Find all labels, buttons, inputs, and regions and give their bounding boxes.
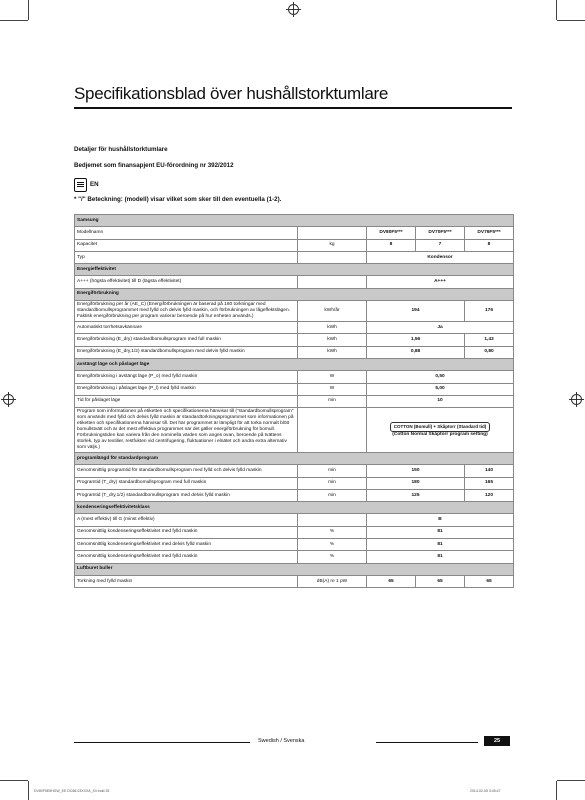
spec-label: Energiförbrukning per år (AE_C) (Energiförbrukningen är baserad på 160 torkningar med standardbomullsprogrammet med fylld och delvis fylld maskin, och förbrukningen av lågeffektslägen. Faktisk energiförbrukning per program varierar beroende på hur enheten används.) <box>75 301 298 322</box>
spec-unit: min <box>298 489 367 501</box>
spec-label: Genomsnittlig kondenseringseffektivitet med fylld maskin <box>75 551 298 563</box>
spec-value: DV76F5*** <box>465 227 514 239</box>
spec-value: 0,88 <box>367 346 465 358</box>
spec-unit <box>298 408 367 453</box>
spec-label: Programtid (T_dry) standardbomullsprogram med full maskin <box>75 477 298 489</box>
spec-row <box>75 322 514 334</box>
spec-value: 81 <box>367 526 514 538</box>
intro-line-1: Detaljer för hushållstorktumlare <box>74 146 168 153</box>
spec-value: DV70F5*** <box>416 227 465 239</box>
spec-value: 81 <box>367 551 514 563</box>
section-header-row <box>75 358 514 370</box>
spec-label: Energiförbrukning i påslaget läge (P_l) med fylld maskin <box>75 383 298 395</box>
spec-value: 81 <box>367 539 514 551</box>
spec-value: Kondensor <box>367 251 514 263</box>
section-header-row <box>75 264 514 276</box>
spec-unit: kWh <box>298 346 367 358</box>
spec-value: 120 <box>465 489 514 501</box>
section-label: Samsung <box>75 215 514 227</box>
section-label: Energieffektivitet <box>75 264 514 276</box>
footer-language: Swedish / Svenska <box>258 738 305 744</box>
section-label: avstängt läge och påslaget läge <box>75 358 514 370</box>
spec-value: 1,43 <box>465 334 514 346</box>
spec-label: Energiförbrukning (E_dry) standardbomullsprogram med full maskin <box>75 334 298 346</box>
spec-unit: % <box>298 539 367 551</box>
spec-value: 176 <box>465 301 514 322</box>
spec-value: 150 <box>367 465 465 477</box>
spec-row <box>75 395 514 407</box>
spec-label: Energiförbrukning i avstängt läge (P_o) med fylld maskin <box>75 371 298 383</box>
spec-value: 65 <box>465 575 514 587</box>
spec-unit <box>298 276 367 288</box>
spec-value: 5,00 <box>367 383 514 395</box>
spec-value: 1,56 <box>367 334 465 346</box>
spec-row <box>75 239 514 251</box>
section-header-row <box>75 563 514 575</box>
section-label: Energiförbrukning <box>75 288 514 300</box>
spec-row <box>75 477 514 489</box>
program-cell <box>367 408 514 453</box>
spec-label: Automatiskt torrhetsavkännare <box>75 322 298 334</box>
spec-row <box>75 334 514 346</box>
registration-mark-icon <box>571 394 582 405</box>
crop-mark <box>556 781 557 800</box>
spec-unit: kWh <box>298 334 367 346</box>
spec-label: Modellnamn <box>75 227 298 239</box>
spec-value: 194 <box>367 301 465 322</box>
spec-unit: kg <box>298 239 367 251</box>
spec-unit: % <box>298 551 367 563</box>
crop-mark <box>557 20 585 21</box>
section-header-row <box>75 453 514 465</box>
intro-note: * "/" Beteckning: (modell) visar vilket som sker till den eventuella (1-2). <box>74 196 282 203</box>
language-code: EN <box>90 181 99 188</box>
spec-row <box>75 539 514 551</box>
page-footer <box>74 738 512 746</box>
spec-value: 0,80 <box>465 346 514 358</box>
spec-value: 8 <box>367 239 416 251</box>
spec-label: A+++ (högsta effektivitet) till D (lägsta effektivitet) <box>75 276 298 288</box>
spec-label: Genomsnittlig programtid för standardbomullsprogram med fylld och delvis fylld maskin <box>75 465 298 477</box>
spec-row <box>75 526 514 538</box>
title-rule <box>74 107 512 109</box>
crop-mark <box>0 780 28 781</box>
spec-unit <box>298 514 367 526</box>
spec-value: A+++ <box>367 276 514 288</box>
spec-unit: W <box>298 371 367 383</box>
spec-table <box>74 214 514 588</box>
spec-unit <box>298 227 367 239</box>
spec-row <box>75 465 514 477</box>
print-slug-right: 2014-02-05 3:45:47 <box>470 789 501 793</box>
page-number: 25 <box>484 736 510 746</box>
page-title: Specifikationsblad över hushållstorktumlare <box>74 84 389 103</box>
spec-row <box>75 346 514 358</box>
spec-unit: min <box>298 395 367 407</box>
spec-unit <box>298 251 367 263</box>
spec-value: B <box>367 514 514 526</box>
spec-unit: min <box>298 465 367 477</box>
spec-value: 8 <box>465 239 514 251</box>
spec-row <box>75 276 514 288</box>
spec-unit: % <box>298 526 367 538</box>
spec-unit: kWh <box>298 322 367 334</box>
spec-row <box>75 371 514 383</box>
program-text: (Cotton Normal Skåptorr program setting) <box>392 431 488 437</box>
crop-mark <box>28 781 29 800</box>
spec-label: Torkning med fylld maskin <box>75 575 298 587</box>
spec-value: 165 <box>465 477 514 489</box>
spec-value: Ja <box>367 322 514 334</box>
spec-unit: kWh/år <box>298 301 367 322</box>
spec-row <box>75 408 514 453</box>
spec-unit: dB(A) re 1 pW <box>298 575 367 587</box>
spec-label: Programtid (T_dry,1/2) standardbomullsprogram med delvis fylld maskin <box>75 489 298 501</box>
crop-mark <box>28 0 29 20</box>
spec-value: 180 <box>367 477 465 489</box>
spec-value: 140 <box>465 465 514 477</box>
section-label: programlängd för standardprogram <box>75 453 514 465</box>
spec-value: 65 <box>416 575 465 587</box>
intro-line-2: Bedjemet som finansapjent EU-förordning nr 392/2012 <box>74 162 234 169</box>
section-header-row <box>75 215 514 227</box>
spec-unit: min <box>298 477 367 489</box>
spec-label: Kapacitet <box>75 239 298 251</box>
spec-row <box>75 251 514 263</box>
print-slug-left: DV80F5E5HGW_EE DC68-03XXXA_SV.indd 25 <box>34 789 110 793</box>
document-icon <box>74 178 87 192</box>
program-text: COTTON (Bomull) + Skåptorr (Standard tid) <box>390 422 491 432</box>
spec-label: A (mest effektiv) till G (minst effektiv) <box>75 514 298 526</box>
spec-label: Typ <box>75 251 298 263</box>
registration-mark-icon <box>288 4 299 15</box>
spec-label: Program som informationen på etiketten och specifikationerna hänvisar till ("standardbomullsprogram" som används med fylld och delvis fylld maskin är standardtorkningsprogrammet som informationen på etiketten och specifikationerna hänvisar till. Det här programmet är lämpligt för att torka normalt blött bomullstvätt och är det mest effektiva programmet när det gäller energiförbrukning för bomull. Förbrukningstiden kan variera från den nominella värden som anges ovan, beroende på tvättens storlek, typ av textilier, restfukten vid centrifugering, fluktuationer i elnätet och andra extra alternativ som väljs.) <box>75 408 298 453</box>
spec-value: 7 <box>416 239 465 251</box>
section-label: Luftburet buller <box>75 563 514 575</box>
crop-mark <box>556 0 557 20</box>
section-header-row <box>75 288 514 300</box>
spec-value: 125 <box>367 489 465 501</box>
spec-value: 10 <box>367 395 514 407</box>
spec-row <box>75 489 514 501</box>
spec-row <box>75 514 514 526</box>
spec-label: Genomsnittlig kondenseringseffektivitet med delvis fylld maskin <box>75 539 298 551</box>
spec-label: Tid för påslaget läge <box>75 395 298 407</box>
spec-value: DV80F5*** <box>367 227 416 239</box>
registration-mark-icon <box>3 394 14 405</box>
section-header-row <box>75 502 514 514</box>
spec-row <box>75 301 514 322</box>
spec-row <box>75 227 514 239</box>
spec-unit: W <box>298 383 367 395</box>
spec-row <box>75 383 514 395</box>
spec-row <box>75 551 514 563</box>
spec-label: Energiförbrukning (E_dry,1/2) standardbomullsprogram med delvis fylld maskin <box>75 346 298 358</box>
spec-value: 65 <box>367 575 416 587</box>
section-label: kondenseringseffektivitetsklass <box>75 502 514 514</box>
spec-row <box>75 575 514 587</box>
spec-value: 0,50 <box>367 371 514 383</box>
spec-label: Genomsnittlig kondenseringseffektivitet med fylld maskin <box>75 526 298 538</box>
crop-mark <box>0 20 28 21</box>
crop-mark <box>557 780 585 781</box>
